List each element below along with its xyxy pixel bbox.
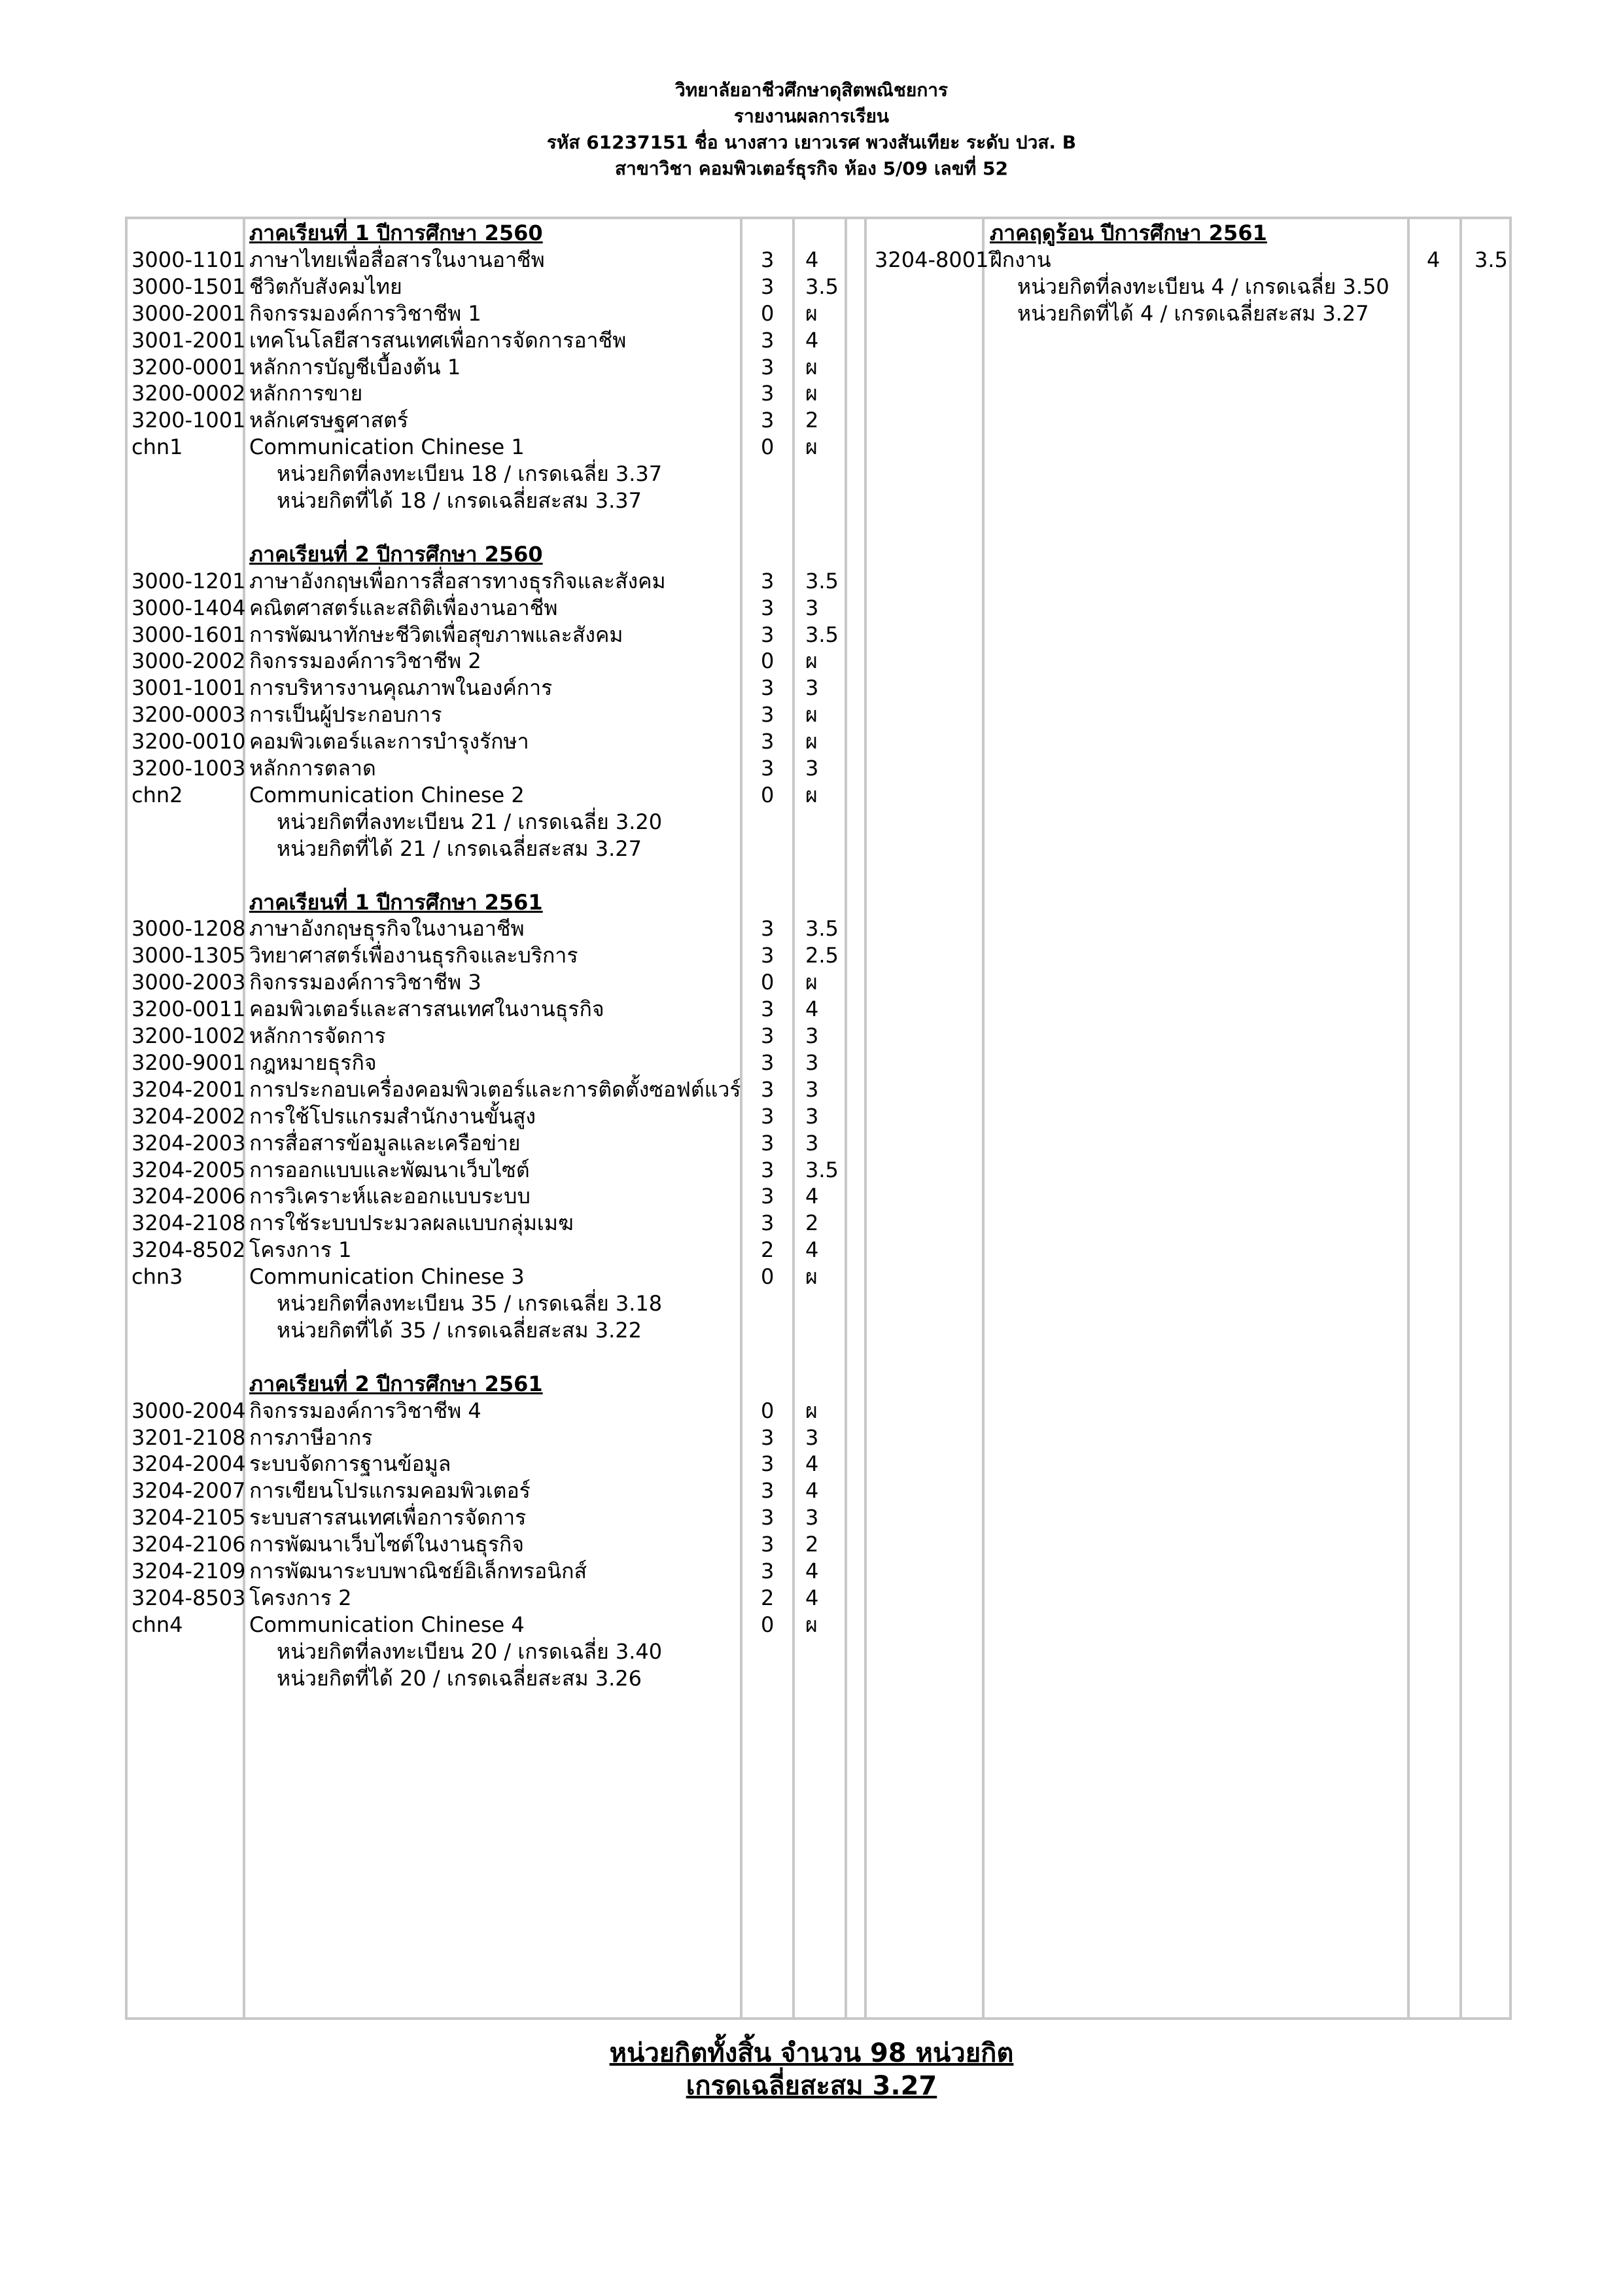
course-row — [125, 1157, 1512, 1184]
semester-heading: ภาคฤดูร้อน ปีการศึกษา 2561 — [990, 221, 1267, 245]
course-grade: 3 — [805, 1103, 819, 1129]
course-code: chn1 — [131, 434, 183, 460]
course-code: 3000-1601 — [131, 622, 246, 647]
course-credit: 3 — [761, 595, 775, 620]
semester-summary: หน่วยกิตที่ลงทะเบียน 35 / เกรดเฉลี่ย 3.18 — [277, 1291, 663, 1316]
course-grade: ผ — [805, 354, 818, 380]
cumulative-gpa: เกรดเฉลี่ยสะสม 3.27 — [686, 2071, 937, 2101]
report-title: รายงานผลการเรียน — [733, 105, 890, 127]
course-name: เทคโนโลยีสารสนเทศเพื่อการจัดการอาชีพ — [249, 327, 627, 353]
course-credit: 3 — [761, 327, 775, 353]
course-name: ภาษาอังกฤษเพื่อการสื่อสารทางธุรกิจและสังคม — [249, 568, 666, 593]
course-code: 3000-2001 — [131, 300, 246, 326]
course-grade: 3.5 — [805, 622, 839, 647]
course-name: การบริหารงานคุณภาพในองค์การ — [249, 675, 553, 701]
course-row — [125, 327, 1512, 354]
course-credit: 3 — [761, 1103, 775, 1129]
course-code: 3000-1101 — [131, 247, 246, 272]
semester-summary: หน่วยกิตที่ได้ 18 / เกรดเฉลี่ยสะสม 3.37 — [277, 488, 642, 513]
course-code: 3204-8503 — [131, 1585, 246, 1610]
course-name: การใช้ระบบประมวลผลแบบกลุ่มเมฆ — [249, 1210, 574, 1236]
course-code: 3000-2004 — [131, 1398, 246, 1423]
course-name: ระบบสารสนเทศเพื่อการจัดการ — [249, 1505, 527, 1530]
course-grade: ผ — [805, 782, 818, 807]
course-grade: 4 — [805, 1478, 819, 1504]
course-name: Communication Chinese 3 — [249, 1264, 525, 1290]
course-code: 3200-1002 — [131, 1023, 246, 1048]
course-grade: ผ — [805, 970, 818, 995]
course-grade: ผ — [805, 1264, 818, 1290]
course-credit: 2 — [761, 1237, 775, 1263]
course-credit: 3 — [761, 756, 775, 781]
course-grade: 3.5 — [805, 274, 839, 299]
course-name: การพัฒนาเว็บไซต์ในงานธุรกิจ — [249, 1532, 524, 1557]
course-name: หลักเศรษฐศาสตร์ — [249, 408, 409, 433]
course-code: 3201-2108 — [131, 1424, 246, 1450]
course-grade: 4 — [805, 997, 819, 1022]
course-grade: 2 — [805, 408, 819, 433]
course-credit: 3 — [761, 1157, 775, 1182]
course-row — [125, 1504, 1512, 1531]
semester-heading-row — [125, 1371, 1512, 1398]
course-grade: 3 — [805, 675, 819, 701]
course-name: การใช้โปรแกรมสำนักงานขั้นสูง — [249, 1103, 536, 1129]
course-row — [125, 380, 1512, 407]
summary-row — [125, 836, 1512, 862]
course-grade: 4 — [805, 1585, 819, 1610]
course-credit: 3 — [761, 1210, 775, 1236]
summary-row — [125, 487, 1512, 514]
blank-row — [125, 514, 1512, 541]
course-code: 3204-2006 — [131, 1184, 246, 1209]
course-row — [125, 782, 1512, 809]
course-code: 3001-1001 — [131, 675, 246, 701]
course-row — [125, 1130, 1512, 1157]
course-credit: 3 — [761, 729, 775, 754]
program-info: สาขาวิชา คอมพิวเตอร์ธุรกิจ ห้อง 5/09 เลขที่ 52 — [614, 158, 1009, 179]
course-row — [125, 1558, 1512, 1585]
course-grade: 3 — [805, 1130, 819, 1156]
course-row — [125, 568, 1512, 595]
course-row — [125, 407, 1512, 434]
course-credit: 0 — [761, 1264, 775, 1290]
course-code: 3000-1201 — [131, 568, 246, 593]
course-credit: 0 — [761, 1612, 775, 1637]
course-name: โครงการ 2 — [249, 1585, 352, 1610]
course-row — [125, 915, 1512, 942]
course-code: 3204-2007 — [131, 1478, 246, 1504]
course-grade: ผ — [805, 702, 818, 728]
course-grade: 3 — [805, 1023, 819, 1048]
course-name: ระบบจัดการฐานข้อมูล — [249, 1451, 451, 1477]
course-code: 3200-0001 — [131, 354, 246, 380]
course-code: 3200-0010 — [131, 729, 246, 754]
course-row — [125, 1424, 1512, 1451]
course-code: chn3 — [131, 1264, 183, 1290]
semester-summary: หน่วยกิตที่ได้ 20 / เกรดเฉลี่ยสะสม 3.26 — [277, 1665, 642, 1691]
course-name: คอมพิวเตอร์และการบำรุงรักษา — [249, 729, 529, 754]
summary-row — [125, 300, 1512, 327]
course-name: การสื่อสารข้อมูลและเครือข่าย — [249, 1130, 521, 1156]
course-name: กิจกรรมองค์การวิชาชีพ 3 — [249, 970, 481, 995]
course-row — [125, 996, 1512, 1023]
course-code: 3000-1404 — [131, 595, 246, 620]
semester-summary: หน่วยกิตที่ได้ 21 / เกรดเฉลี่ยสะสม 3.27 — [277, 836, 642, 861]
total-credits: หน่วยกิตทั้งสิ้น จำนวน 98 หน่วยกิต — [609, 2038, 1014, 2068]
table-bottom-border — [125, 2017, 1512, 2020]
course-grade: ผ — [805, 1398, 818, 1423]
course-name: ฝึกงาน — [990, 247, 1051, 272]
course-credit: 3 — [761, 1424, 775, 1450]
course-credit: 3 — [761, 1130, 775, 1156]
course-row — [125, 1531, 1512, 1558]
course-credit: 3 — [761, 381, 775, 406]
course-code: 3204-2005 — [131, 1157, 246, 1182]
course-code: 3204-2002 — [131, 1103, 246, 1129]
course-credit: 3 — [761, 702, 775, 728]
course-code: 3204-2001 — [131, 1076, 246, 1102]
course-credit: 3 — [761, 247, 775, 272]
course-row — [125, 1451, 1512, 1477]
course-name: การพัฒนาทักษะชีวิตเพื่อสุขภาพและสังคม — [249, 622, 623, 647]
course-grade: 3 — [805, 1424, 819, 1450]
course-row — [125, 622, 1512, 648]
course-grade: ผ — [805, 381, 818, 406]
course-code: 3200-1001 — [131, 408, 246, 433]
course-grade: 3 — [805, 1076, 819, 1102]
semester-heading: ภาคเรียนที่ 1 ปีการศึกษา 2560 — [249, 221, 543, 245]
semester-heading-row — [125, 220, 1512, 247]
course-row — [125, 1183, 1512, 1210]
course-code: 3000-2002 — [131, 648, 246, 674]
course-name: หลักการตลาด — [249, 756, 376, 781]
course-code: 3200-1003 — [131, 756, 246, 781]
course-credit: 3 — [761, 354, 775, 380]
course-code: 3204-2004 — [131, 1451, 246, 1477]
course-credit: 3 — [761, 1478, 775, 1504]
course-credit: 3 — [761, 997, 775, 1022]
course-row — [125, 675, 1512, 701]
course-row — [125, 648, 1512, 675]
course-grade: 4 — [805, 1559, 819, 1583]
semester-summary: หน่วยกิตที่ได้ 4 / เกรดเฉลี่ยสะสม 3.27 — [1017, 300, 1369, 326]
course-credit: 0 — [761, 648, 775, 674]
course-credit: 3 — [761, 943, 775, 968]
course-name: Communication Chinese 2 — [249, 782, 525, 807]
course-grade: 3 — [805, 1505, 819, 1530]
summary-row — [125, 1290, 1512, 1317]
semester-summary: หน่วยกิตที่ลงทะเบียน 20 / เกรดเฉลี่ย 3.40 — [277, 1638, 663, 1664]
course-name: การพัฒนาระบบพาณิชย์อิเล็กทรอนิกส์ — [249, 1559, 587, 1583]
course-row — [125, 942, 1512, 969]
course-name: หลักการจัดการ — [249, 1023, 386, 1048]
course-code: 3000-1501 — [131, 274, 246, 299]
course-row — [125, 1612, 1512, 1638]
summary-row — [125, 274, 1512, 300]
course-name: การประกอบเครื่องคอมพิวเตอร์และการติดตั้งซอฟต์แวร์ — [249, 1076, 741, 1102]
course-name: ภาษาไทยเพื่อสื่อสารในงานอาชีพ — [249, 247, 545, 272]
course-code: 3204-2105 — [131, 1505, 246, 1530]
course-row — [125, 595, 1512, 622]
course-code: 3204-8001 — [875, 247, 989, 272]
course-code: chn2 — [131, 782, 183, 807]
course-credit: 3 — [761, 1076, 775, 1102]
course-code: 3000-2003 — [131, 970, 246, 995]
course-name: วิทยาศาสตร์เพื่องานธุรกิจและบริการ — [249, 943, 578, 968]
course-credit: 3 — [761, 1050, 775, 1075]
course-code: 3200-0002 — [131, 381, 246, 406]
course-row — [125, 1050, 1512, 1076]
course-credit: 3 — [761, 408, 775, 433]
course-code: 3000-1208 — [131, 916, 246, 942]
course-row — [125, 755, 1512, 782]
course-grade: 3 — [805, 756, 819, 781]
course-grade: 3.5 — [805, 916, 839, 942]
course-row — [125, 1237, 1512, 1263]
course-code: 3204-2109 — [131, 1559, 246, 1583]
course-credit: 0 — [761, 782, 775, 807]
semester-heading-row — [125, 541, 1512, 568]
course-name: การออกแบบและพัฒนาเว็บไซต์ — [249, 1157, 530, 1182]
table-top-border — [125, 217, 1512, 219]
course-name: คณิตศาสตร์และสถิติเพื่องานอาชีพ — [249, 595, 558, 620]
course-credit: 3 — [761, 568, 775, 593]
course-code: 3204-2106 — [131, 1532, 246, 1557]
course-code: 3204-2108 — [131, 1210, 246, 1236]
course-grade: ผ — [805, 648, 818, 674]
course-row — [125, 1076, 1512, 1103]
course-name: กิจกรรมองค์การวิชาชีพ 4 — [249, 1398, 481, 1423]
course-grade: 3.5 — [1475, 247, 1508, 272]
course-grade: 3 — [805, 595, 819, 620]
course-grade: ผ — [805, 1612, 818, 1637]
course-code: 3204-2003 — [131, 1130, 246, 1156]
course-name: โครงการ 1 — [249, 1237, 352, 1263]
course-credit: 3 — [761, 1451, 775, 1477]
course-row — [125, 1585, 1512, 1612]
course-credit: 0 — [761, 1398, 775, 1423]
semester-heading: ภาคเรียนที่ 2 ปีการศึกษา 2560 — [249, 541, 543, 567]
course-name: ชีวิตกับสังคมไทย — [249, 274, 402, 299]
course-name: การภาษีอากร — [249, 1424, 373, 1450]
course-name: หลักการขาย — [249, 381, 363, 406]
course-row — [125, 1477, 1512, 1504]
course-name: ภาษาอังกฤษธุรกิจในงานอาชีพ — [249, 916, 525, 942]
course-credit: 3 — [761, 1559, 775, 1583]
semester-summary: หน่วยกิตที่ลงทะเบียน 18 / เกรดเฉลี่ย 3.37 — [277, 461, 663, 487]
semester-heading-row — [125, 889, 1512, 916]
course-name: การเป็นผู้ประกอบการ — [249, 702, 442, 728]
course-code: 3000-1305 — [131, 943, 246, 968]
course-code: 3200-0003 — [131, 702, 246, 728]
course-code: 3001-2001 — [131, 327, 246, 353]
course-row — [125, 1023, 1512, 1050]
course-credit: 0 — [761, 300, 775, 326]
course-credit: 4 — [1427, 247, 1440, 272]
blank-row — [125, 1344, 1512, 1371]
course-grade: 2.5 — [805, 943, 839, 968]
course-row — [125, 354, 1512, 381]
student-info: รหัส 61237151 ชื่อ นางสาว เยาวเรศ พวงสันเทียะ ระดับ ปวส. B — [546, 132, 1077, 153]
course-name: กิจกรรมองค์การวิชาชีพ 1 — [249, 300, 481, 326]
course-row — [125, 1103, 1512, 1130]
course-row — [125, 969, 1512, 996]
course-grade: 3.5 — [805, 1157, 839, 1182]
course-grade: 4 — [805, 1184, 819, 1209]
course-grade: ผ — [805, 729, 818, 754]
summary-row — [125, 1638, 1512, 1665]
course-grade: 3 — [805, 1050, 819, 1075]
course-grade: 2 — [805, 1210, 819, 1236]
course-grade: 4 — [805, 327, 819, 353]
course-row — [125, 1398, 1512, 1424]
semester-summary: หน่วยกิตที่ลงทะเบียน 4 / เกรดเฉลี่ย 3.50 — [1017, 274, 1389, 299]
course-name: Communication Chinese 1 — [249, 434, 525, 460]
summary-row — [125, 461, 1512, 487]
course-grade: 4 — [805, 1237, 819, 1263]
summary-row — [125, 1317, 1512, 1344]
course-grade: ผ — [805, 434, 818, 460]
course-row — [125, 247, 1512, 274]
course-code: 3200-9001 — [131, 1050, 246, 1075]
course-name: การเขียนโปรแกรมคอมพิวเตอร์ — [249, 1478, 531, 1504]
school-name: วิทยาลัยอาชีวศึกษาดุสิตพณิชยการ — [674, 79, 949, 101]
course-row — [125, 1210, 1512, 1237]
transcript-table — [125, 217, 1512, 2020]
summary-row — [125, 1665, 1512, 1692]
course-row — [125, 701, 1512, 728]
course-grade: 4 — [805, 247, 819, 272]
course-name: กิจกรรมองค์การวิชาชีพ 2 — [249, 648, 481, 674]
semester-heading: ภาคเรียนที่ 1 ปีการศึกษา 2561 — [249, 889, 543, 915]
summary-row — [125, 809, 1512, 836]
course-row — [125, 434, 1512, 461]
semester-summary: หน่วยกิตที่ได้ 35 / เกรดเฉลี่ยสะสม 3.22 — [277, 1317, 642, 1343]
course-grade: 4 — [805, 1451, 819, 1477]
course-grade: ผ — [805, 300, 818, 326]
blank-row — [125, 862, 1512, 889]
semester-summary: หน่วยกิตที่ลงทะเบียน 21 / เกรดเฉลี่ย 3.20 — [277, 809, 663, 834]
course-credit: 3 — [761, 1532, 775, 1557]
course-code: chn4 — [131, 1612, 183, 1637]
course-credit: 3 — [761, 675, 775, 701]
course-row — [125, 1263, 1512, 1290]
course-grade: 2 — [805, 1532, 819, 1557]
course-credit: 3 — [761, 1023, 775, 1048]
course-name: การวิเคราะห์และออกแบบระบบ — [249, 1184, 531, 1209]
course-credit: 3 — [761, 274, 775, 299]
course-credit: 3 — [761, 1505, 775, 1530]
course-credit: 3 — [761, 622, 775, 647]
course-credit: 2 — [761, 1585, 775, 1610]
course-credit: 3 — [761, 1184, 775, 1209]
course-row — [125, 728, 1512, 755]
course-code: 3200-0011 — [131, 997, 246, 1022]
course-name: กฎหมายธุรกิจ — [249, 1050, 377, 1075]
course-name: คอมพิวเตอร์และสารสนเทศในงานธุรกิจ — [249, 997, 604, 1022]
semester-heading: ภาคเรียนที่ 2 ปีการศึกษา 2561 — [249, 1371, 543, 1396]
course-credit: 3 — [761, 916, 775, 942]
course-grade: 3.5 — [805, 568, 839, 593]
course-code: 3204-8502 — [131, 1237, 246, 1263]
course-credit: 0 — [761, 434, 775, 460]
course-credit: 0 — [761, 970, 775, 995]
course-name: Communication Chinese 4 — [249, 1612, 525, 1637]
report-header — [0, 77, 1623, 182]
course-name: หลักการบัญชีเบื้องต้น 1 — [249, 354, 461, 380]
